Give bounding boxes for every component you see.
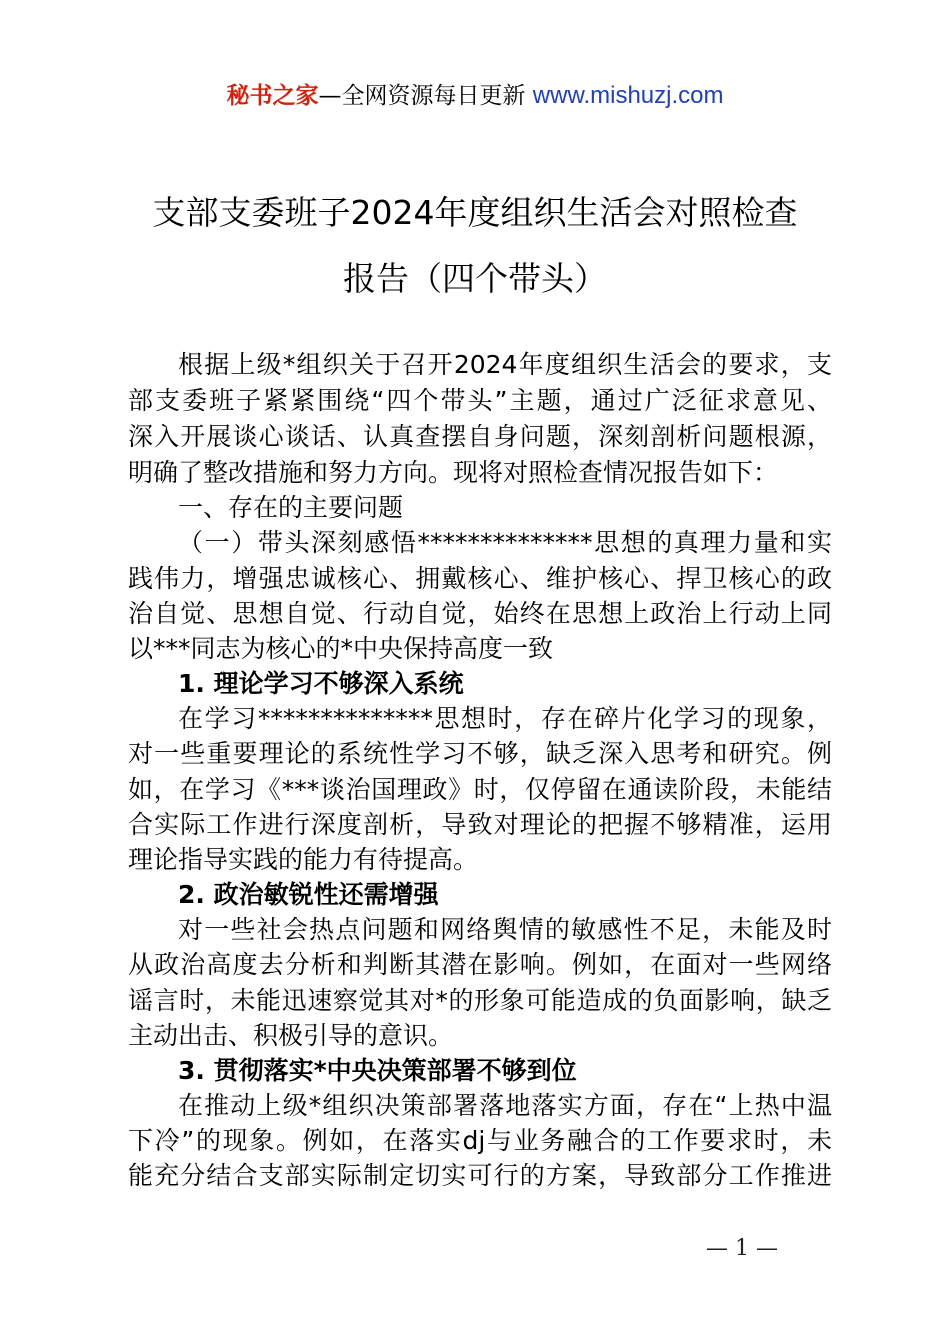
- paragraph-line: 主动出击、积极引导的意识。: [128, 1021, 454, 1050]
- document-title-line-1: 支部支委班子2024年度组织生活会对照检查: [152, 193, 798, 232]
- site-url-link[interactable]: www.mishuzj.com: [532, 82, 724, 109]
- document-title-line-2: 报告（四个带头）: [343, 259, 607, 298]
- site-header: [0, 80, 950, 112]
- subsection-heading-line: 以***同志为核心的*中央保持高度一致: [128, 634, 554, 663]
- paragraph-line: 深入开展谈心谈话、认真查摆自身问题，深刻剖析问题根源，: [128, 422, 832, 451]
- paragraph-line: 谣言时，未能迅速察觉其对*的形象可能造成的负面影响，缺乏: [128, 986, 832, 1015]
- page-number: — 1 —: [706, 1236, 778, 1261]
- item-heading-2: 2. 政治敏锐性还需增强: [178, 880, 439, 909]
- paragraph-line: 能充分结合支部实际制定切实可行的方案，导致部分工作推进: [128, 1161, 832, 1190]
- paragraph-line: 部支委班子紧紧围绕“四个带头”主题，通过广泛征求意见、: [128, 386, 832, 415]
- item-heading-3: 3. 贯彻落实*中央决策部署不够到位: [178, 1056, 577, 1085]
- subsection-heading-line: 治自觉、思想自觉、行动自觉，始终在思想上政治上行动上同: [128, 599, 832, 628]
- paragraph-line: 在推动上级*组织决策部署落地落实方面，存在“上热中温: [178, 1091, 832, 1120]
- paragraph-line: 明确了整改措施和努力方向。现将对照检查情况报告如下：: [128, 458, 779, 487]
- paragraph-line: 合实际工作进行深度剖析，导致对理论的把握不够精准，运用: [128, 810, 832, 839]
- brand-name: 秘书之家: [226, 83, 319, 109]
- header-tagline: —全网资源每日更新: [318, 83, 533, 109]
- paragraph-line: 在学习**************思想时，存在碎片化学习的现象，: [178, 704, 832, 733]
- paragraph-line: 理论指导实践的能力有待提高。: [128, 845, 479, 874]
- paragraph-line: 对一些社会热点问题和网络舆情的敏感性不足，未能及时: [178, 915, 832, 944]
- paragraph-line: 下冷”的现象。例如，在落实dj与业务融合的工作要求时，未: [128, 1126, 832, 1155]
- item-heading-1: 1. 理论学习不够深入系统: [178, 669, 464, 698]
- paragraph-line: 对一些重要理论的系统性学习不够，缺乏深入思考和研究。例: [128, 739, 832, 768]
- subsection-heading-line: 践伟力，增强忠诚核心、拥戴核心、维护核心、捍卫核心的政: [128, 564, 832, 593]
- section-heading: 一、存在的主要问题: [178, 493, 404, 522]
- subsection-heading-line: （一）带头深刻感悟**************思想的真理力量和实: [178, 528, 832, 557]
- paragraph-line: 根据上级*组织关于召开2024年度组织生活会的要求，支: [178, 350, 832, 379]
- paragraph-line: 如，在学习《***谈治国理政》时，仅停留在通读阶段，未能结: [128, 775, 832, 804]
- paragraph-line: 从政治高度去分析和判断其潜在影响。例如，在面对一些网络: [128, 950, 832, 979]
